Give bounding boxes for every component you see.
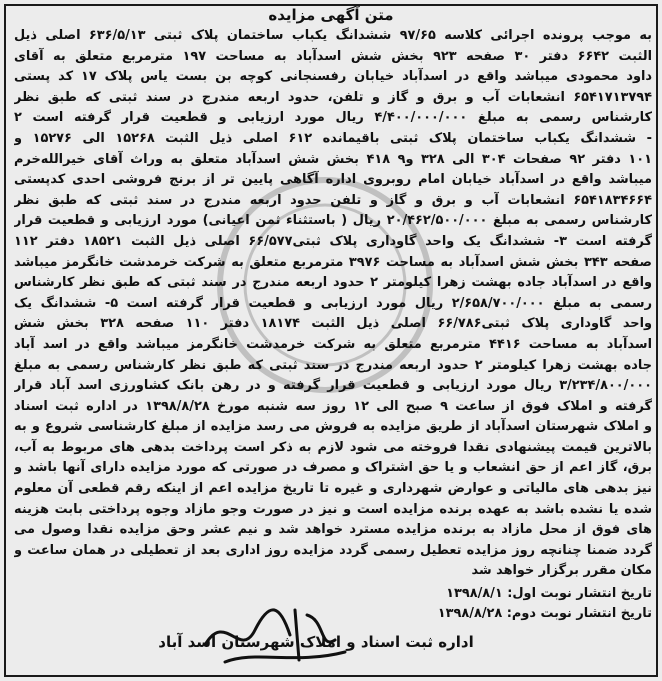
notice-line: کارشناس رسمی به مبلغ ۲۰/۴۶۲/۵۰۰/۰۰۰ ریال ( باستثناء ثمن اعیانی) مورد ارزیابی و قطعیت قرار: [14, 213, 652, 229]
notice-line: های فوق از محل مازاد به برنده مزایده مسترد خواهد شد و نیم عشر وحق مزایده نقدا وصول می: [14, 522, 652, 538]
notice-line: گردد ضمنا چنانچه روز مزایده تعطیل رسمی گردد مزایده روز اداری بعد از تعطیلی در همان ساعت و: [14, 542, 652, 558]
handwritten-signature: [195, 590, 355, 670]
first-publication-date: تاریخ انتشار نوبت اول: ۱۳۹۸/۸/۱: [446, 586, 652, 601]
notice-title: متن آگهی مزایده: [268, 6, 394, 24]
notice-line: داود محمودی میباشد واقع در اسدآباد خیابان رفسنجانی کوچه بن بست یاس پلاک ۱۷ کد پستی: [14, 69, 652, 85]
notice-body: [14, 26, 652, 582]
notice-line: کارشناس رسمی به مبلغ ۴/۴۰۰/۰۰۰/۰۰۰ ریال مورد ارزیابی و قطعیت قرار گرفته است ۲: [14, 110, 652, 126]
notice-line: صفحه ۳۴۳ بخش شش اسدآباد به مساحت ۳۹۷۶ مترمربع متعلق به شرکت خرمدشت خانگرمز میباشد: [14, 254, 652, 270]
notice-line: برق، گاز اعم از حق انشعاب و یا حق اشتراک و مصرف در صورتی که مورد مزایده دارای آنها باشد و: [14, 460, 652, 476]
notice-line: واحد گاوداری پلاک ثبتی۶۶/۷۸۶ اصلی ذیل الثبت ۱۸۱۷۴ دفتر ۱۱۰ صفحه ۳۲۸ بخش شش: [14, 316, 652, 332]
notice-line: نیز بدهی های مالیاتی و عوارض شهرداری و غیره تا تاریخ مزایده اعم از اینکه رقم قطعی آن معلوم: [14, 481, 652, 497]
notice-line: واقع در اسدآباد جاده بهشت زهرا کیلومتر ۲ حدود اربعه مندرج در سند ثبتی که طبق نظر کارشناس: [14, 275, 652, 291]
second-publication-date: تاریخ انتشار نوبت دوم: ۱۳۹۸/۸/۲۸: [437, 606, 652, 621]
notice-line: ۳/۲۳۴/۸۰۰/۰۰۰ ریال مورد ارزیابی و قطعیت قرار گرفته و در رهن بانک کشاورزی اسد آباد قرار: [14, 378, 652, 394]
notice-line: ۶۵۴۱۸۳۴۶۶۴ انشعابات آب و برق و گاز و تلفن حدود اربعه مندرج در سند ثبتی که طبق نظر: [14, 192, 652, 208]
notice-line: الثبت ۶۶۴۲ دفتر ۳۰ صفحه ۹۲۳ بخش شش اسدآباد به مساحت ۱۹۷ مترمربع متعلق به آقای: [14, 48, 652, 64]
notice-line: جاده بهشت زهرا کیلومتر ۲ حدود اربعه مندرج در سند ثبتی که طبق نظر کارشناس رسمی به مبلغ: [14, 357, 652, 373]
notice-line: بالاترین قیمت پیشنهادی نقدا فروخته می شود لازم به ذکر است پرداخت بدهی های مربوط به آب،: [14, 439, 652, 455]
notice-line: شده یا نشده باشد به عهده برنده مزایده است و نیز در صورت وجو مازاد وجوه پرداختی بابت هزینه: [14, 501, 652, 517]
notice-line: ۱۰۱ دفتر ۹۲ صفحات ۳۰۴ الی ۳۲۸ و۹ ۴۱۸ بخش شش اسدآباد متعلق به وراث آقای خیرالله‌خرم: [14, 151, 652, 167]
notice-line: رسمی به مبلغ ۲/۶۵۸/۷۰۰/۰۰۰ ریال مورد ارزیابی و قطعیت قرار گرفته است ۵- ششدانگ یک: [14, 295, 652, 311]
notice-line-last: مکان مقرر برگزار خواهد شد: [471, 563, 652, 579]
notice-line: گرفته و املاک فوق از ساعت ۹ صبح الی ۱۲ روز سه شنبه مورخ ۱۳۹۸/۸/۲۸ در اداره ثبت اسناد: [14, 398, 652, 414]
notice-line: - ششدانگ یکباب ساختمان پلاک ثبتی باقیمانده ۶۱۲ اصلی ذیل الثبت ۱۵۲۶۸ الی ۱۵۲۷۶ و: [14, 130, 652, 146]
issuing-office: اداره ثبت اسناد و املاک شهرستان اسد آباد: [158, 633, 474, 651]
notice-line: و املاک شهرستان اسدآباد از طریق مزایده به فروش می رسد مزایده از مبلغ کارشناسی شروع و به: [14, 419, 652, 435]
notice-line: ۶۵۴۱۷۱۳۷۹۴ انشعابات آب و برق و گاز و تلفن، حدود اربعه مندرج در سند ثبتی که طبق نظر: [14, 89, 652, 105]
notice-line: به موجب پرونده اجرائی کلاسه ۹۷/۶۵ ششدانگ یکباب ساختمان پلاک ثبتی ۶۳۶/۵/۱۳ اصلی ذیل: [14, 28, 652, 43]
notice-line: اسدآباد به مساحت ۴۴۱۶ مترمربع متعلق به شرکت خرمدشت خانگرمز میباشد واقع در اسد آباد: [14, 336, 652, 352]
notice-line: میباشد واقع در اسدآباد خیابان امام روبروی اداره آگاهی پایین تر از برنج فروشی احدی کدپستی: [14, 172, 652, 188]
notice-line: گرفته است ۳- ششدانگ یک واحد گاوداری پلاک ثبتی۶۶/۵۷۷ اصلی ذیل الثبت ۱۸۵۲۱ دفتر ۱۱۲: [14, 233, 652, 249]
